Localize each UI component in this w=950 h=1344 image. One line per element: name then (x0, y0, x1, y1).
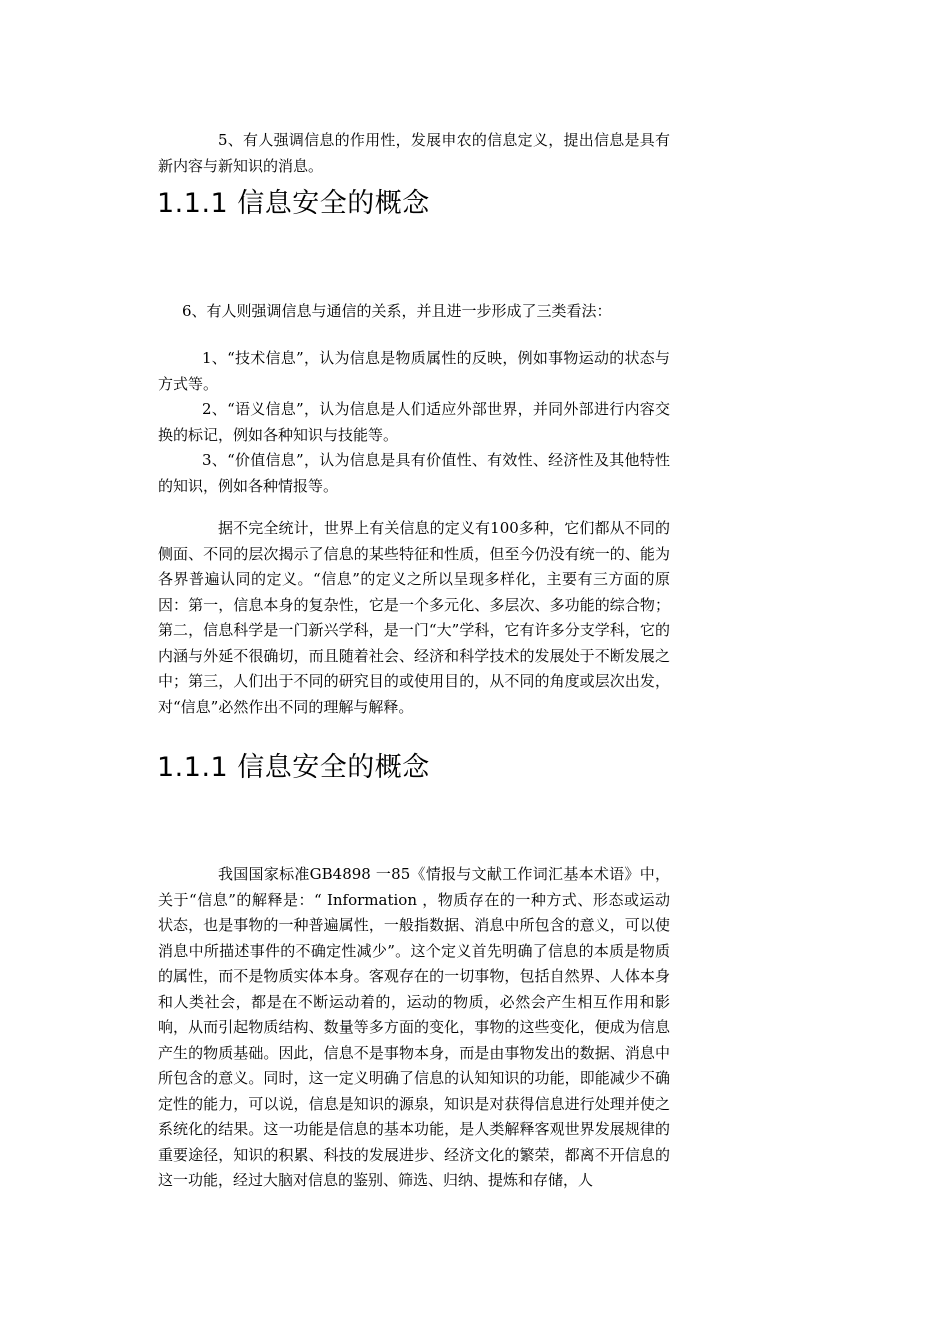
section-heading-1: 1.1.1 信息安全的概念 (157, 188, 430, 219)
paragraph-view-technical: 1、“技术信息”，认为信息是物质属性的反映，例如事物运动的状态与方式等。 (158, 349, 670, 393)
paragraph-definition-5: 5、有人强调信息的作用性，发展申农的信息定义，提出信息是具有新内容与新知识的消息。 (158, 131, 670, 175)
paragraph-national-standard: 我国国家标准GB4898 一85《情报与文献工作词汇基本术语》中，关于“信息”的解释是：“ Information ，物质存在的一种方式、形态或运动状态，也是事物的一种普遍属性，一般指数据、消息中所包含的意义，可以使消息中所描述事件的不确定性减少”。这个定义首先明确了信息的本质是物质的属性，而不是物质实体本身。客观存在的一切事物，包括自然界、人体本身和人类社会，都是在不断运动着的，运动的物质，必然会产生相互作用和影响，从而引起物质结构、数量等多方面的变化，事物的这些变化，便成为信息产生的物质基础。因此，信息不是事物本身，而是由事物发出的数据、消息中所包含的意义。同时，这一定义明确了信息的认知知识的功能，即能减少不确定性的能力，可以说，信息是知识的源泉，知识是对获得信息进行处理并使之系统化的结果。这一功能是信息的基本功能，是人类解释客观世界发展规律的重要途径，知识的积累、科技的发展进步、经济文化的繁荣，都离不开信息的这一功能，经过大脑对信息的鉴别、筛选、归纳、提炼和存储，人 (158, 865, 670, 1189)
section-heading-2: 1.1.1 信息安全的概念 (157, 752, 430, 783)
paragraph-statistics: 据不完全统计，世界上有关信息的定义有100多种，它们都从不同的侧面、不同的层次揭示了信息的某些特征和性质，但至今仍没有统一的、能为各界普遍认同的定义。“信息”的定义之所以呈现多样化，主要有三方面的原因：第一，信息本身的复杂性，它是一个多元化、多层次、多功能的综合物；第二，信息科学是一门新兴学科，是一门“大”学科，它有许多分支学科，它的内涵与外延不很确切，而且随着社会、经济和科学技术的发展处于不断发展之中；第三，人们出于不同的研究目的或使用目的，从不同的角度或层次出发，对“信息”必然作出不同的理解与解释。 (158, 519, 670, 716)
paragraph-view-semantic: 2、“语义信息”，认为信息是人们适应外部世界，并同外部进行内容交换的标记，例如各种知识与技能等。 (158, 400, 670, 444)
paragraph-view-value: 3、“价值信息”，认为信息是具有价值性、有效性、经济性及其他特性的知识，例如各种情报等。 (158, 451, 670, 495)
paragraph-definition-6: 6、有人则强调信息与通信的关系，并且进一步形成了三类看法： (182, 302, 612, 320)
